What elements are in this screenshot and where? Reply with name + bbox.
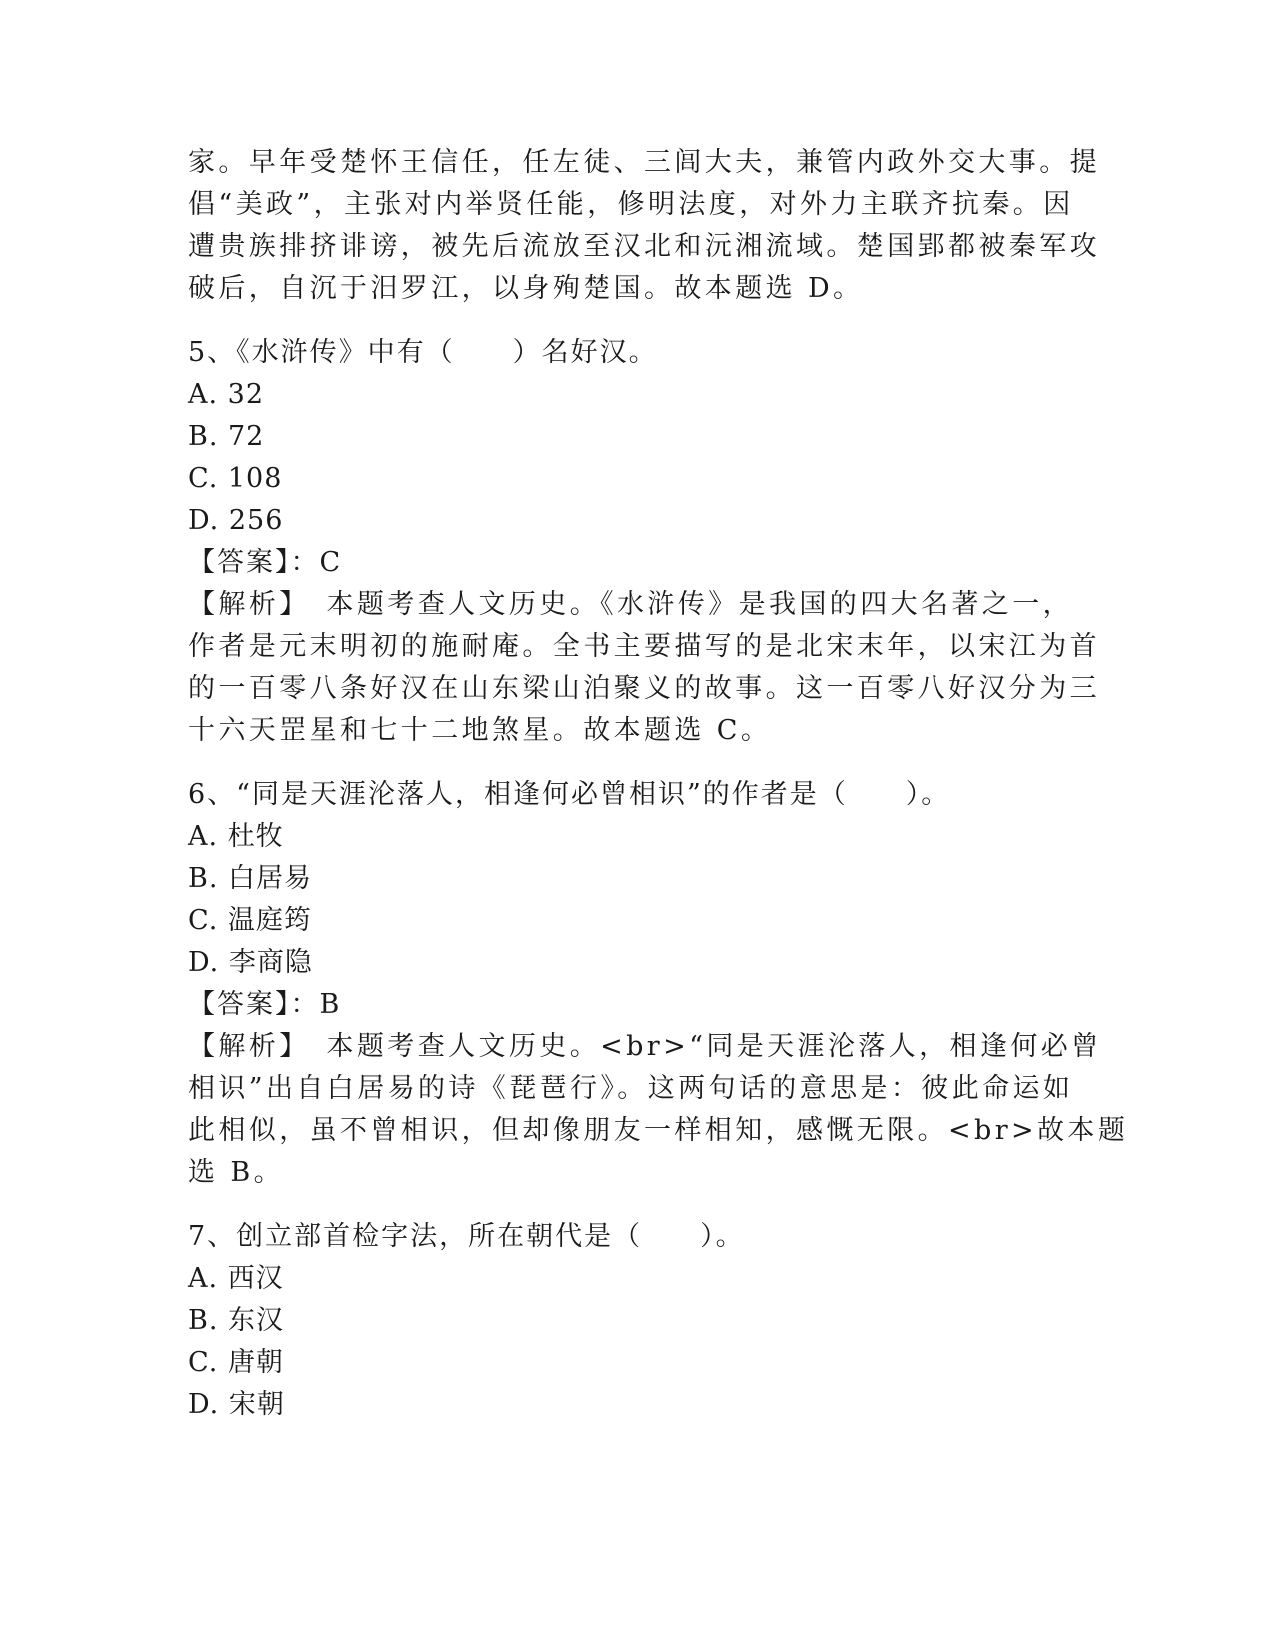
analysis-line: 相识”出自白居易的诗《琵琶行》。这两句话的意思是：彼此命运如 — [188, 1073, 1074, 1104]
question-stem: 6、“同是天涯沦落人，相逢何必曾相识”的作者是（ ）。 — [188, 779, 951, 810]
question-stem: 5、《水浒传》中有（ ）名好汉。 — [188, 337, 658, 368]
question-option: B. 东汉 — [188, 1305, 285, 1336]
question-option: D. 李商隐 — [188, 947, 313, 978]
intro-line: 家。早年受楚怀王信任，任左徒、三闾大夫，兼管内政外交大事。提 — [188, 147, 1100, 178]
analysis-line: 【解析】 本题考查人文历史。<br>“同是天涯沦落人，相逢何必曾 — [188, 1031, 1102, 1062]
question-option: A. 杜牧 — [188, 821, 284, 852]
analysis-line: 【解析】 本题考查人文历史。《水浒传》是我国的四大名著之一， — [188, 589, 1073, 620]
question-option: B. 白居易 — [188, 863, 313, 894]
question-option: C. 温庭筠 — [188, 905, 312, 936]
intro-line: 倡“美政”，主张对内举贤任能，修明法度，对外力主联齐抗秦。因 — [188, 189, 1074, 220]
question-option: A. 西汉 — [188, 1263, 284, 1294]
question-option: C. 108 — [188, 463, 283, 494]
question-option: D. 宋朝 — [188, 1389, 285, 1420]
analysis-line: 选 B。 — [188, 1157, 285, 1188]
question-option: C. 唐朝 — [188, 1347, 284, 1378]
question-stem: 7、创立部首检字法，所在朝代是（ ）。 — [188, 1221, 745, 1252]
analysis-line: 此相似，虽不曾相识，但却像朋友一样相知，感慨无限。<br>故本题 — [188, 1115, 1129, 1146]
answer-line: 【答案】：B — [188, 989, 342, 1020]
analysis-line: 的一百零八条好汉在山东梁山泊聚义的故事。这一百零八好汉分为三 — [188, 673, 1100, 704]
answer-line: 【答案】：C — [188, 547, 343, 578]
intro-line: 破后，自沉于汨罗江，以身殉楚国。故本题选 D。 — [188, 273, 864, 304]
question-option: D. 256 — [188, 505, 284, 536]
analysis-line: 十六天罡星和七十二地煞星。故本题选 C。 — [188, 715, 772, 746]
intro-line: 遭贵族排挤诽谤，被先后流放至汉北和沅湘流域。楚国郢都被秦军攻 — [188, 231, 1100, 262]
question-option: A. 32 — [188, 379, 265, 410]
analysis-line: 作者是元末明初的施耐庵。全书主要描写的是北宋末年，以宋江为首 — [188, 631, 1100, 662]
question-option: B. 72 — [188, 421, 265, 452]
